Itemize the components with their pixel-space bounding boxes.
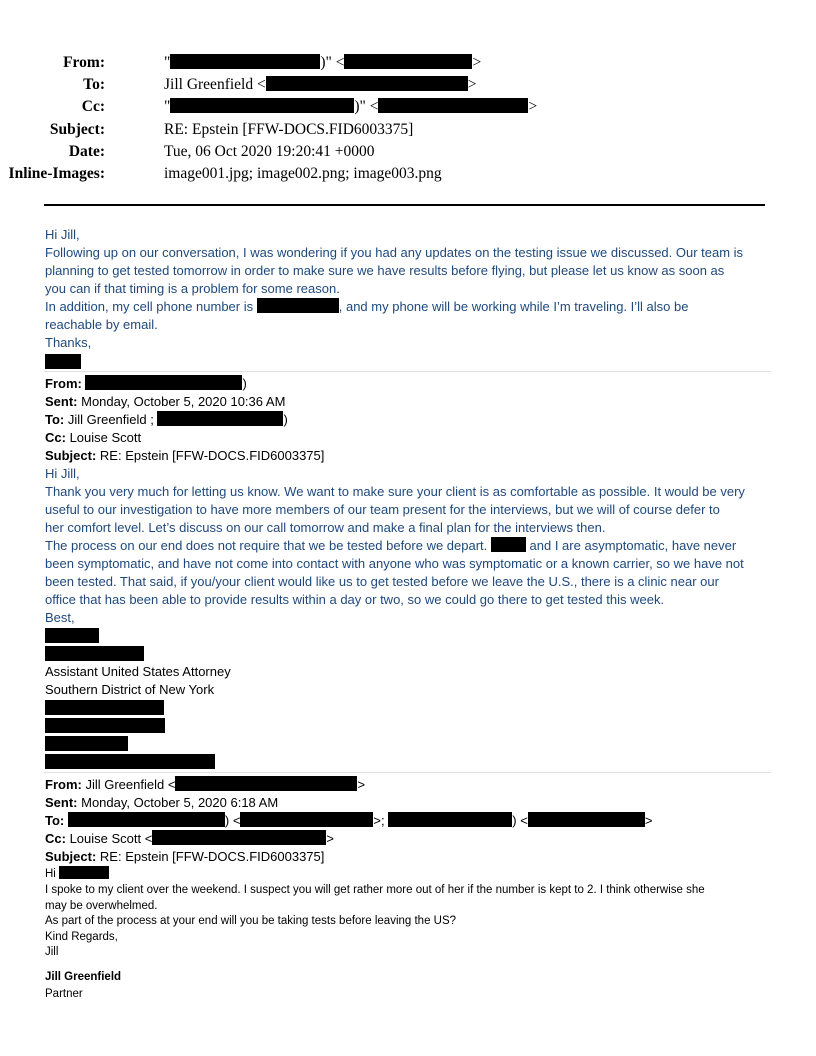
redaction-box xyxy=(45,718,165,733)
message-separator xyxy=(44,371,771,372)
header-to-end: > xyxy=(467,76,477,93)
msg2-sent-row: Sent: Monday, October 5, 2020 10:36 AM xyxy=(45,394,286,409)
redaction-box xyxy=(45,646,144,661)
msg3-body-line: I spoke to my client over the weekend. I suspect you will get rather more out of her if the number is kept to 2. I think otherwise she xyxy=(45,884,705,896)
msg2-signature-title: Assistant United States Attorney xyxy=(45,664,231,679)
redaction-box xyxy=(240,812,373,827)
header-cc-close: )" < xyxy=(354,98,379,115)
msg3-signature-role: Partner xyxy=(45,988,83,1000)
msg2-cc-row: Cc: Louise Scott xyxy=(45,430,142,445)
msg2-signature-office: Southern District of New York xyxy=(45,682,215,697)
redaction-box xyxy=(170,98,354,113)
header-cc-label: Cc: xyxy=(81,98,105,115)
header-from-quote: " xyxy=(164,54,171,71)
header-from-row xyxy=(0,53,760,73)
msg3-sent-row: Sent: Monday, October 5, 2020 6:18 AM xyxy=(45,795,279,810)
header-date-row xyxy=(0,142,760,162)
msg1-body-line: reachable by email. xyxy=(45,317,158,332)
header-inline-images-label: Inline-Images: xyxy=(8,165,105,182)
redaction-box xyxy=(170,54,320,69)
msg2-body-line: useful to our investigation to have more members of our team present for the interviews, but we will of course defer to xyxy=(45,502,720,517)
msg3-body-line: As part of the process at your end will you be taking tests before leaving the US? xyxy=(45,915,457,927)
msg3-subject-row: Subject: RE: Epstein [FFW-DOCS.FID6003375] xyxy=(45,849,325,864)
message-separator xyxy=(44,772,771,773)
header-inline-images-value: image001.jpg; image002.png; image003.png xyxy=(164,165,442,182)
msg2-closing: Best, xyxy=(45,610,75,625)
redaction-box xyxy=(45,354,81,369)
msg1-body-line: Following up on our conversation, I was wondering if you had any updates on the testing issue we discussed. Our team is xyxy=(45,245,744,260)
msg1-closing: Thanks, xyxy=(45,335,92,350)
msg2-to-row: To: Jill Greenfield ; ) xyxy=(45,412,288,427)
redaction-box xyxy=(59,866,109,879)
redaction-box xyxy=(491,537,526,552)
redaction-box xyxy=(344,54,472,69)
msg2-body-line: office that has been able to provide results within a day or two, so we could go there to get tested this week. xyxy=(45,592,665,607)
header-inline-images-row xyxy=(0,164,760,184)
header-to-row xyxy=(0,75,760,95)
msg2-body-line: The process on our end does not require that we be tested before we depart. and I are asymptomatic, have never xyxy=(45,538,737,553)
redaction-box xyxy=(85,375,242,390)
header-from-label: From: xyxy=(63,54,105,71)
msg3-from-row: From: Jill Greenfield < > xyxy=(45,777,366,792)
header-subject-row xyxy=(0,120,760,140)
msg2-body-line: been symptomatic, and have not come into contact with anyone who was symptomatic or a known carrier, so we have not xyxy=(45,556,744,571)
msg3-body-line: Kind Regards, xyxy=(45,931,118,943)
msg2-greeting: Hi Jill, xyxy=(45,466,80,481)
redaction-box xyxy=(378,98,528,113)
header-cc-row xyxy=(0,97,760,117)
msg1-body-line: you can if that timing is a problem for some reason. xyxy=(45,281,340,296)
header-divider xyxy=(44,204,765,206)
header-subject-label: Subject: xyxy=(49,121,105,138)
header-date-value: Tue, 06 Oct 2020 19:20:41 +0000 xyxy=(164,143,375,160)
header-from-end: > xyxy=(472,54,482,71)
redaction-box xyxy=(68,812,225,827)
header-to-value: Jill Greenfield < xyxy=(164,76,266,93)
msg2-from-row: From: ) xyxy=(45,376,247,391)
msg3-to-row: To: ) < >; ) < > xyxy=(45,813,653,828)
msg3-signature-name: Jill Greenfield xyxy=(45,971,122,983)
redaction-box xyxy=(45,700,164,715)
msg2-body-line: been tested. That said, if you/your client would like us to get tested before we leave the U.S., there is a clinic near our xyxy=(45,574,719,589)
msg2-body-line: Thank you very much for letting us know. We want to make sure your client is as comfortable as possible. It would be very xyxy=(45,484,745,499)
msg3-body-line: Jill xyxy=(45,946,59,958)
msg1-body-line: In addition, my cell phone number is , and my phone will be working while I’m traveling. I’ll also be xyxy=(45,299,689,314)
redaction-box xyxy=(45,754,215,769)
redaction-box xyxy=(266,76,468,91)
redaction-box xyxy=(175,776,357,791)
msg1-body-line: planning to get tested tomorrow in order to make sure we have results before flying, but please let us know as soon as xyxy=(45,263,725,278)
msg3-body-line: may be overwhelmed. xyxy=(45,900,158,912)
redaction-box xyxy=(157,411,283,426)
msg2-subject-row: Subject: RE: Epstein [FFW-DOCS.FID6003375] xyxy=(45,448,325,463)
redaction-box xyxy=(152,830,326,845)
msg3-greeting: Hi xyxy=(45,866,109,883)
redaction-box xyxy=(45,628,99,643)
header-from-close: )" < xyxy=(320,54,345,71)
header-date-label: Date: xyxy=(68,143,105,160)
header-subject-value: RE: Epstein [FFW-DOCS.FID6003375] xyxy=(164,121,414,138)
msg3-cc-row: Cc: Louise Scott < > xyxy=(45,831,334,846)
msg2-body-line: her comfort level. Let’s discuss on our call tomorrow and make a final plan for the interviews then. xyxy=(45,520,606,535)
header-cc-end: > xyxy=(528,98,538,115)
redaction-box xyxy=(528,812,645,827)
redaction-box xyxy=(45,736,128,751)
redaction-box xyxy=(388,812,512,827)
redaction-box xyxy=(257,298,339,313)
msg1-greeting: Hi Jill, xyxy=(45,227,80,242)
header-cc-quote: " xyxy=(164,98,171,115)
header-to-label: To: xyxy=(83,76,105,93)
